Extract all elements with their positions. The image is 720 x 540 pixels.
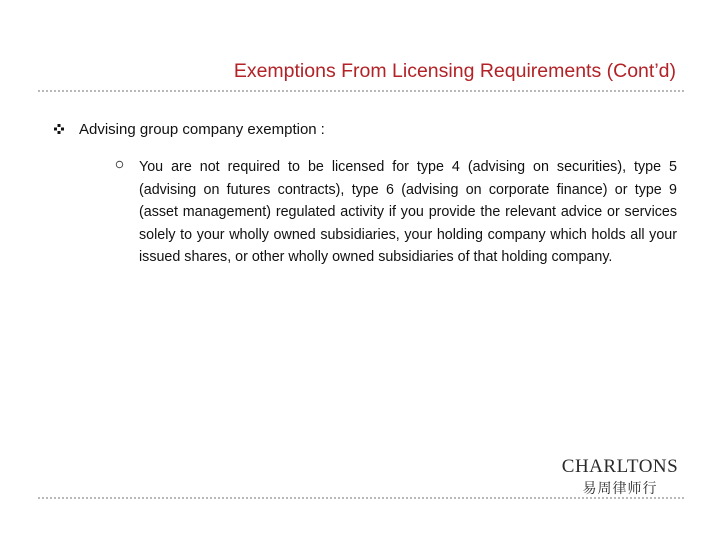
logo-chinese-name: 易周律师行 bbox=[582, 481, 658, 497]
logo-name: CHARLTONS bbox=[561, 456, 679, 477]
slide-title: Exemptions From Licensing Requirements (Cont’d) bbox=[233, 60, 676, 82]
bullet-item bbox=[54, 118, 325, 140]
bullet-text: Advising group company exemption bbox=[79, 120, 317, 138]
hollow-circle-bullet-icon bbox=[115, 160, 124, 169]
sub-bullet-text: You are not required to be licensed for type 4 (advising on securities), type 5 (advising on futures contracts), type 6 (advising on corporate finance) or type 9 (asset management) regulated activity if you provide the relevant advice or services solely to your wholly owned subsidiaries, your holding company which holds all your issued shares, or other wholly owned subsidiaries of that holding company. bbox=[139, 159, 677, 266]
title-divider bbox=[38, 90, 684, 92]
bullet-colon: : bbox=[320, 120, 325, 138]
footer-divider bbox=[38, 497, 684, 499]
diamond-bullet-icon bbox=[54, 124, 64, 134]
charltons-logo bbox=[556, 451, 682, 497]
